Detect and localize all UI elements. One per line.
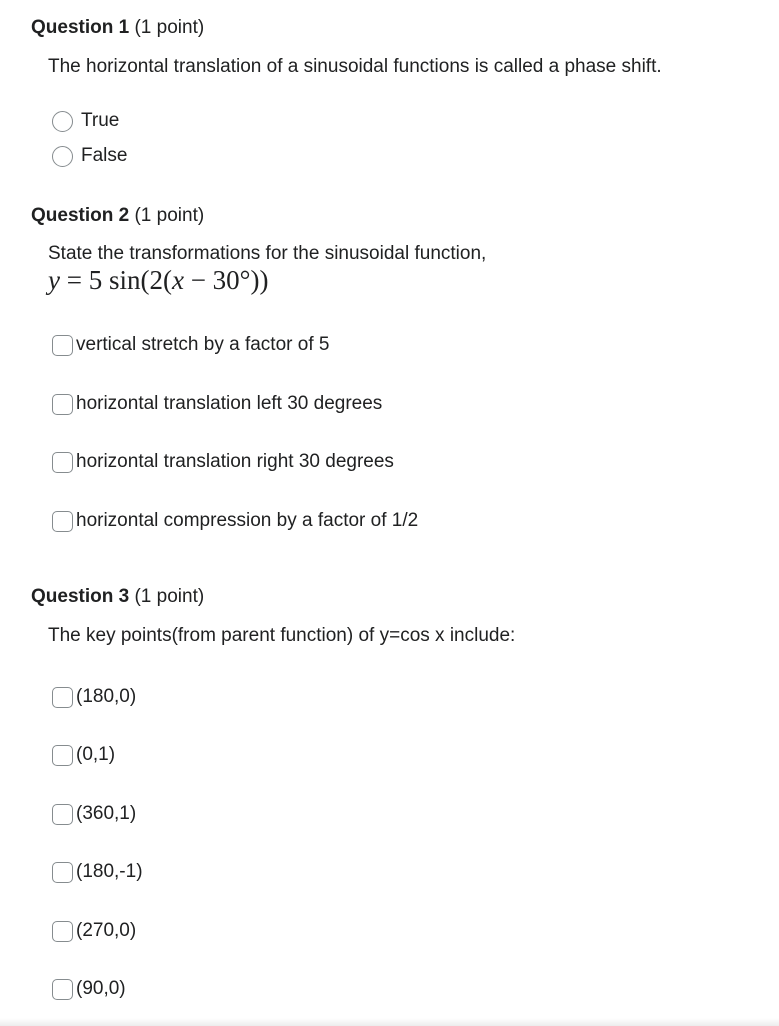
option-label: horizontal translation right 30 degrees [76,451,394,472]
checkbox[interactable] [52,511,73,532]
checkbox[interactable] [52,687,73,708]
bottom-fade [0,1018,779,1026]
option-label: (180,-1) [76,861,143,882]
question-2-header [31,205,204,227]
question-2-points: (1 point) [134,205,205,226]
checkbox[interactable] [52,979,73,1000]
question-2-option-1[interactable] [52,332,329,358]
question-3-option-5[interactable] [52,918,136,944]
question-3-header [31,586,204,608]
question-3-points: (1 point) [134,586,205,607]
question-1-option-false[interactable] [52,143,127,169]
checkbox[interactable] [52,335,73,356]
equation-variable-y: y [48,265,60,295]
question-1-text: The horizontal translation of a sinusoidal functions is called a phase shift. [48,56,662,77]
checkbox[interactable] [52,452,73,473]
option-label: True [81,110,120,131]
question-3-option-1[interactable] [52,684,136,710]
option-label: vertical stretch by a factor of 5 [76,334,330,355]
equation-part: − 30°)) [183,265,269,295]
option-label: (270,0) [76,920,137,941]
question-1-points: (1 point) [134,17,205,38]
option-label: False [81,145,128,166]
option-label: (90,0) [76,978,126,999]
question-1-number: Question 1 [31,17,130,38]
question-3-option-2[interactable] [52,742,115,768]
option-label: (0,1) [76,744,116,765]
question-2-text: State the transformations for the sinusoidal function, [48,243,487,264]
option-label: (360,1) [76,803,137,824]
question-1-header [31,17,204,39]
option-label: horizontal translation left 30 degrees [76,393,383,414]
question-2-option-3[interactable] [52,449,394,475]
question-3-option-3[interactable] [52,801,136,827]
question-2-number: Question 2 [31,205,130,226]
question-2-equation [48,265,268,296]
question-3-number: Question 3 [31,586,130,607]
equation-part: = 5 sin(2( [59,265,172,295]
radio-button[interactable] [52,111,73,132]
checkbox[interactable] [52,921,73,942]
option-label: (180,0) [76,686,137,707]
option-label: horizontal compression by a factor of 1/2 [76,510,419,531]
radio-button[interactable] [52,146,73,167]
question-2-option-4[interactable] [52,508,418,534]
equation-variable-x: x [171,265,184,295]
checkbox[interactable] [52,745,73,766]
question-2-option-2[interactable] [52,391,382,417]
checkbox[interactable] [52,394,73,415]
question-3-option-4[interactable] [52,859,143,885]
question-3-text: The key points(from parent function) of y=cos x include: [48,625,516,646]
checkbox[interactable] [52,862,73,883]
question-3-option-6[interactable] [52,976,126,1002]
checkbox[interactable] [52,804,73,825]
question-1-option-true[interactable] [52,108,119,134]
